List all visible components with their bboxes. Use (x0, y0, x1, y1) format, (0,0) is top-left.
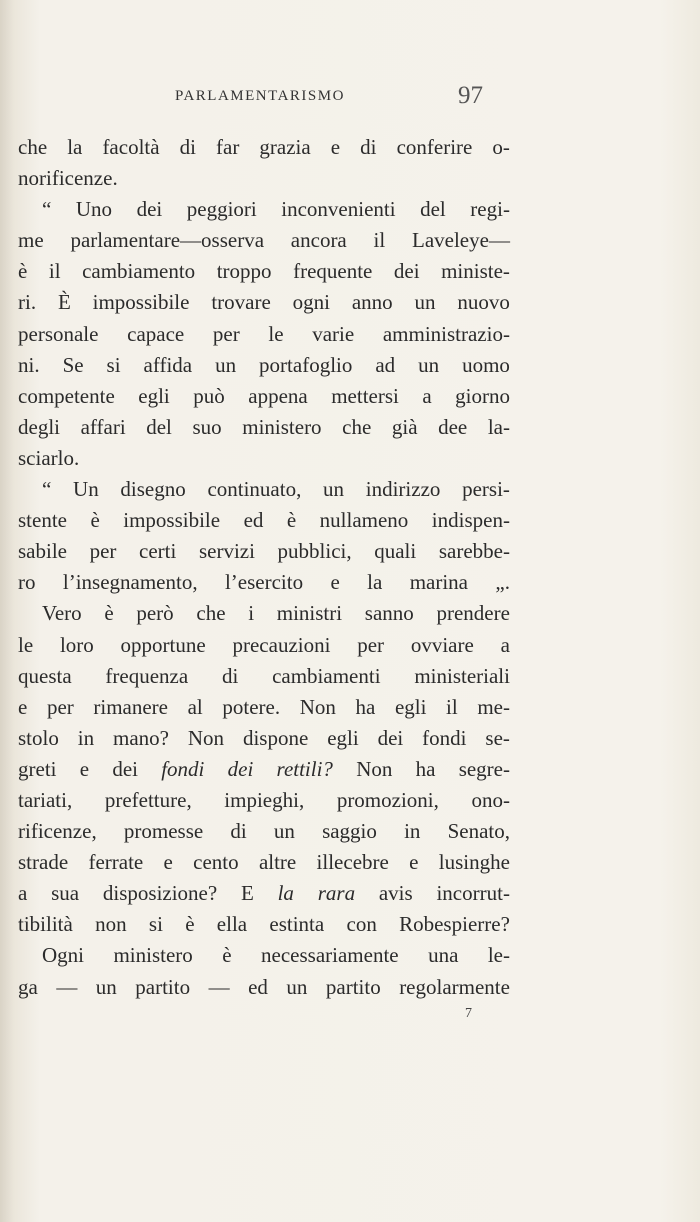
word: cambiamenti (272, 663, 381, 688)
word: suo (192, 414, 222, 439)
word: dee (438, 414, 468, 439)
text-line (18, 536, 510, 567)
word: è (185, 912, 195, 937)
word: dei (393, 259, 420, 284)
word: indirizzo (365, 477, 441, 502)
word: uomo (462, 352, 510, 377)
word: ad (375, 352, 396, 377)
word: quali (374, 539, 417, 564)
word: e (330, 135, 341, 159)
word: fondi (161, 756, 205, 781)
word: le (18, 632, 34, 657)
text-line (18, 940, 510, 971)
word: l’insegnamento, (62, 570, 198, 595)
word: regi- (470, 197, 510, 222)
word: ni. (18, 352, 40, 377)
word: impossibile (123, 508, 221, 533)
word: sua (51, 881, 80, 906)
word: me- (477, 694, 510, 719)
text-line (18, 692, 510, 723)
word: egli (327, 725, 359, 750)
word: tariati, (18, 787, 73, 812)
word: Un (73, 477, 99, 502)
word: far (216, 135, 240, 159)
word: ferrate (88, 850, 144, 875)
page-number: 97 (458, 82, 483, 109)
word: le- (487, 943, 510, 968)
word: egli (394, 694, 427, 719)
word: avis (378, 881, 413, 906)
word: l’esercito (224, 570, 304, 595)
text-line (18, 723, 510, 754)
text-line (18, 598, 510, 629)
word: può (193, 383, 225, 408)
word: ministero (113, 943, 193, 968)
word: segre- (458, 756, 510, 781)
word: e (163, 850, 173, 875)
word: incorrut- (436, 881, 510, 906)
word: il (373, 228, 386, 253)
text-line (18, 567, 510, 598)
word: le (268, 321, 284, 346)
word: già (391, 414, 418, 439)
word: estinta (269, 912, 325, 937)
word: cambiamento (82, 259, 196, 284)
word: ministeriali (414, 663, 510, 688)
word: è (90, 508, 100, 533)
word: se- (485, 725, 510, 750)
word: potere. (222, 694, 281, 719)
word: e (330, 570, 340, 595)
word: “ (42, 477, 52, 502)
word: — (208, 974, 230, 999)
word: „. (495, 570, 510, 595)
text-line (18, 132, 510, 163)
text-line (18, 909, 510, 940)
word: in (77, 725, 95, 750)
word: ministero (242, 414, 322, 439)
word: competente (18, 383, 115, 408)
word: i (248, 601, 255, 626)
word: Laveleye— (412, 228, 510, 253)
word: rificenze, (18, 819, 97, 844)
word: disposizione? (102, 881, 218, 906)
word: disegno (120, 477, 186, 502)
word: la- (487, 414, 510, 439)
word: è (286, 508, 297, 533)
word: strade (18, 850, 69, 875)
word: impossibile (92, 290, 190, 315)
word: persi- (462, 477, 510, 502)
word: cento (193, 850, 239, 875)
word: ha (415, 756, 436, 781)
word: dispone (242, 725, 309, 750)
word: per (46, 694, 74, 719)
word: ella (216, 912, 248, 937)
word: marina (409, 570, 469, 595)
word: mano? (113, 725, 169, 750)
word: un (95, 974, 117, 999)
word: prendere (436, 601, 510, 626)
word: o- (492, 135, 510, 159)
word: saggio (322, 819, 377, 844)
word: si (148, 912, 163, 937)
word: e (18, 694, 28, 719)
signature-mark: 7 (465, 1006, 472, 1021)
word: affari (80, 414, 126, 439)
word: si (106, 352, 121, 377)
word: rettili? (276, 756, 333, 781)
word: un (286, 974, 308, 999)
text-line (18, 256, 510, 287)
page-header (0, 82, 700, 112)
word: regolarmente (399, 974, 510, 999)
text-line (18, 972, 510, 1003)
word: promesse (123, 819, 204, 844)
word: rimanere (93, 694, 168, 719)
word: frequente (293, 259, 373, 284)
word: illecebre (316, 850, 389, 875)
word: ha (355, 694, 376, 719)
word: anno (351, 290, 393, 315)
word: Non (187, 725, 225, 750)
word: amministrazio- (382, 321, 510, 346)
word: giorno (455, 383, 510, 408)
word: che (18, 135, 48, 159)
word: impieghi, (224, 787, 305, 812)
word: a (18, 881, 28, 906)
word: del (420, 197, 446, 222)
word: Se (62, 352, 84, 377)
word: un (414, 290, 436, 315)
word: del (146, 414, 172, 439)
word: trovare (211, 290, 271, 315)
word: tibilità (18, 912, 73, 937)
word: ga (18, 974, 38, 999)
word: sabile (18, 539, 67, 564)
word: in (404, 819, 421, 844)
word: a (500, 632, 510, 657)
text-line (18, 163, 510, 194)
word: ogni (292, 290, 330, 315)
word: Non (356, 756, 393, 781)
word: affida (143, 352, 193, 377)
word: sciarlo. (18, 445, 80, 470)
word: non (95, 912, 127, 937)
word: norificenze. (18, 166, 118, 191)
word: di (360, 135, 377, 159)
word: È (57, 290, 71, 315)
word: stente (18, 508, 67, 533)
word: Vero (42, 601, 82, 626)
text-line (18, 287, 510, 318)
word: un (418, 352, 440, 377)
word: un (215, 352, 237, 377)
word: al (187, 694, 203, 719)
word: rara (317, 881, 356, 906)
word: stolo (18, 725, 59, 750)
text-line (18, 194, 510, 225)
word: e (409, 850, 419, 875)
word: troppo (216, 259, 272, 284)
text-line (18, 412, 510, 443)
word: grazia (259, 135, 311, 159)
word: con (346, 912, 377, 937)
word: frequenza (105, 663, 189, 688)
word: portafoglio (259, 352, 353, 377)
word: ed (248, 974, 268, 999)
word: per (357, 632, 385, 657)
word: per (212, 321, 240, 346)
word: ministe- (441, 259, 510, 284)
word: dei (227, 756, 254, 781)
word: appena (248, 383, 308, 408)
word: il (446, 694, 458, 719)
word: “ (42, 197, 52, 222)
word: che (196, 601, 226, 626)
word: facoltà (102, 135, 160, 159)
word: e (79, 756, 90, 781)
word: loro (59, 632, 94, 657)
word: dei (377, 725, 404, 750)
word: ancora (290, 228, 347, 253)
word: altre (258, 850, 297, 875)
word: ed (243, 508, 264, 533)
word: dei (112, 756, 138, 781)
text-line (18, 225, 510, 256)
text-line (18, 878, 510, 909)
word: me (18, 228, 44, 253)
word: egli (138, 383, 170, 408)
word: un (323, 477, 345, 502)
word: è (104, 601, 114, 626)
word: è (18, 259, 28, 284)
word: prefetture, (104, 787, 192, 812)
running-head: PARLAMENTARISMO (175, 88, 345, 104)
word: ro (18, 570, 36, 595)
word: dei (136, 197, 163, 222)
text-line (18, 443, 510, 474)
text-line (18, 350, 510, 381)
word: servizi (198, 539, 255, 564)
word: per (89, 539, 117, 564)
word: peggiori (186, 197, 257, 222)
word: Ogni (42, 943, 84, 968)
word: la (67, 135, 83, 159)
word: la (277, 881, 294, 906)
text-line (18, 319, 510, 350)
text-line (18, 816, 510, 847)
word: questa (18, 663, 72, 688)
text-line (18, 381, 510, 412)
word: ri. (18, 290, 37, 315)
word: ministri (276, 601, 343, 626)
word: greti (18, 756, 57, 781)
word: ovviare (410, 632, 474, 657)
word: a (422, 383, 432, 408)
word: ono- (471, 787, 510, 812)
text-line (18, 754, 510, 785)
word: però (136, 601, 174, 626)
text-line (18, 847, 510, 878)
word: — (56, 974, 78, 999)
word: promozioni, (336, 787, 439, 812)
word: partito (135, 974, 191, 999)
text-line (18, 785, 510, 816)
word: un (273, 819, 295, 844)
word: opportune (120, 632, 206, 657)
word: pubblici, (277, 539, 352, 564)
word: è (222, 943, 232, 968)
word: indispen- (431, 508, 510, 533)
word: nullameno (319, 508, 409, 533)
word: precauzioni (232, 632, 331, 657)
word: capace (127, 321, 185, 346)
word: di (221, 663, 239, 688)
word: la (367, 570, 383, 595)
word: degli (18, 414, 60, 439)
text-line (18, 630, 510, 661)
text-line (18, 474, 510, 505)
word: continuato, (207, 477, 302, 502)
word: che (342, 414, 372, 439)
word: E (240, 881, 254, 906)
word: Uno (75, 197, 113, 222)
word: nuovo (457, 290, 510, 315)
word: varie (312, 321, 355, 346)
word: il (48, 259, 61, 284)
word: necessariamente (261, 943, 399, 968)
word: partito (325, 974, 381, 999)
word: certi (139, 539, 177, 564)
word: conferire (396, 135, 473, 159)
word: mettersi (331, 383, 399, 408)
word: di (179, 135, 196, 159)
word: Non (299, 694, 336, 719)
word: Robespierre? (399, 912, 510, 937)
word: di (230, 819, 247, 844)
word: Senato, (447, 819, 510, 844)
word: personale (18, 321, 99, 346)
word: sanno (364, 601, 414, 626)
body-text (18, 132, 510, 1003)
text-line (18, 505, 510, 536)
text-line (18, 661, 510, 692)
word: lusinghe (438, 850, 510, 875)
word: inconvenienti (281, 197, 396, 222)
word: sarebbe- (438, 539, 510, 564)
word: fondi (422, 725, 467, 750)
word: una (428, 943, 459, 968)
word: parlamentare—osserva (70, 228, 265, 253)
